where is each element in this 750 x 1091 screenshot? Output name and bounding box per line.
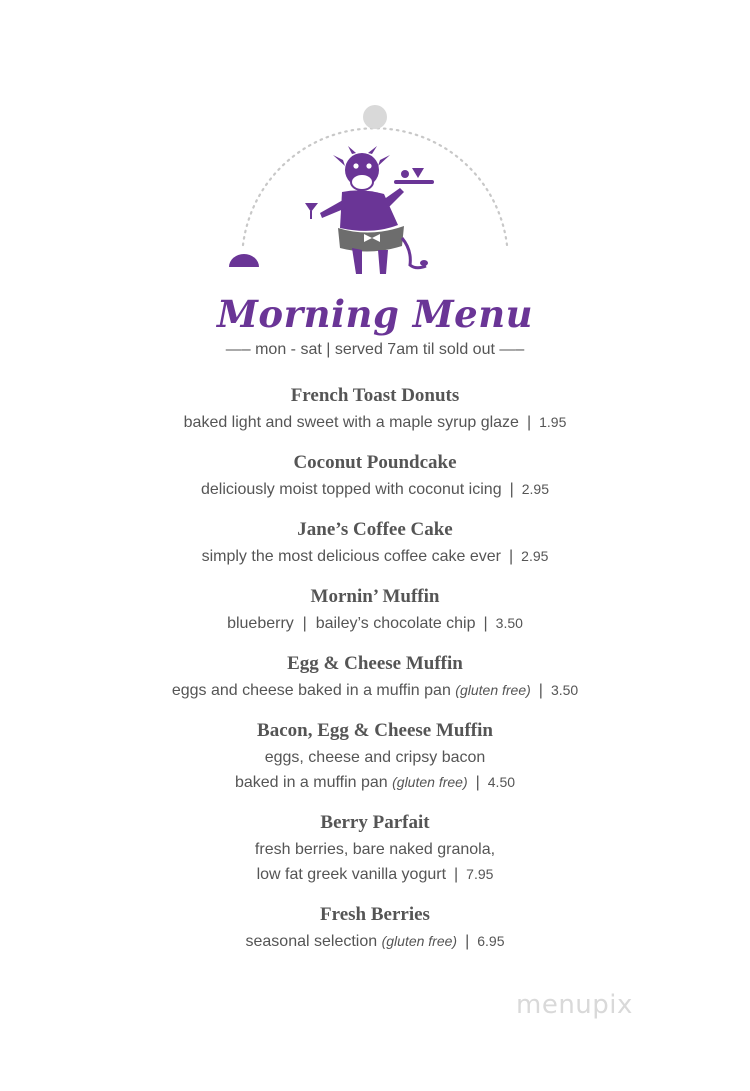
item-name: Bacon, Egg & Cheese Muffin xyxy=(257,720,493,741)
item-name: Egg & Cheese Muffin xyxy=(287,653,463,674)
item-description: baked light and sweet with a maple syrup glaze | 1.95 xyxy=(183,414,567,431)
item-price: 6.95 xyxy=(477,933,505,949)
item-price: 3.50 xyxy=(495,615,523,631)
page-title: Morning Menu xyxy=(216,292,534,336)
gluten-free-note: (gluten free) xyxy=(381,933,458,949)
logo xyxy=(0,100,750,290)
item-description: blueberry | bailey’s chocolate chip | 3.50 xyxy=(227,615,523,632)
gluten-free-note: (gluten free) xyxy=(455,682,531,698)
item-name: Jane’s Coffee Cake xyxy=(297,519,453,540)
item-name: Berry Parfait xyxy=(320,812,430,833)
item-name: Mornin’ Muffin xyxy=(310,586,440,607)
item-description: eggs and cheese baked in a muffin pan (gluten free) | 3.50 xyxy=(171,682,579,699)
item-description: low fat greek vanilla yogurt | 7.95 xyxy=(256,866,494,883)
item-price: 3.50 xyxy=(550,682,579,698)
menu-item xyxy=(0,382,750,435)
menu-item xyxy=(0,516,750,569)
menu-item xyxy=(0,717,750,795)
menu-item xyxy=(0,901,750,954)
item-name: Fresh Berries xyxy=(320,904,430,925)
item-description: fresh berries, bare naked granola, xyxy=(254,841,496,858)
item-price: 7.95 xyxy=(466,866,494,882)
menu-item xyxy=(0,583,750,636)
item-description: baked in a muffin pan (gluten free) | 4.50 xyxy=(234,774,516,791)
item-name: Coconut Poundcake xyxy=(293,452,457,473)
gluten-free-note: (gluten free) xyxy=(392,774,468,790)
item-description: simply the most delicious coffee cake ever | 2.95 xyxy=(201,548,549,565)
item-description: eggs, cheese and cripsy bacon xyxy=(264,749,486,766)
item-description: deliciously moist topped with coconut icing | 2.95 xyxy=(200,481,549,498)
item-price: 1.95 xyxy=(539,414,567,430)
cow-waiter-icon xyxy=(0,100,750,290)
watermark: menupix xyxy=(516,990,633,1020)
menu-item xyxy=(0,809,750,887)
menu-list xyxy=(0,382,750,968)
menu-item xyxy=(0,449,750,502)
item-price: 2.95 xyxy=(521,548,549,564)
item-description: seasonal selection (gluten free) | 6.95 xyxy=(245,933,505,950)
item-name: French Toast Donuts xyxy=(290,385,460,406)
item-price: 4.50 xyxy=(487,774,516,790)
item-price: 2.95 xyxy=(521,481,549,497)
menu-subtitle: —– mon - sat | served 7am til sold out —– xyxy=(225,341,525,358)
menu-item xyxy=(0,650,750,703)
